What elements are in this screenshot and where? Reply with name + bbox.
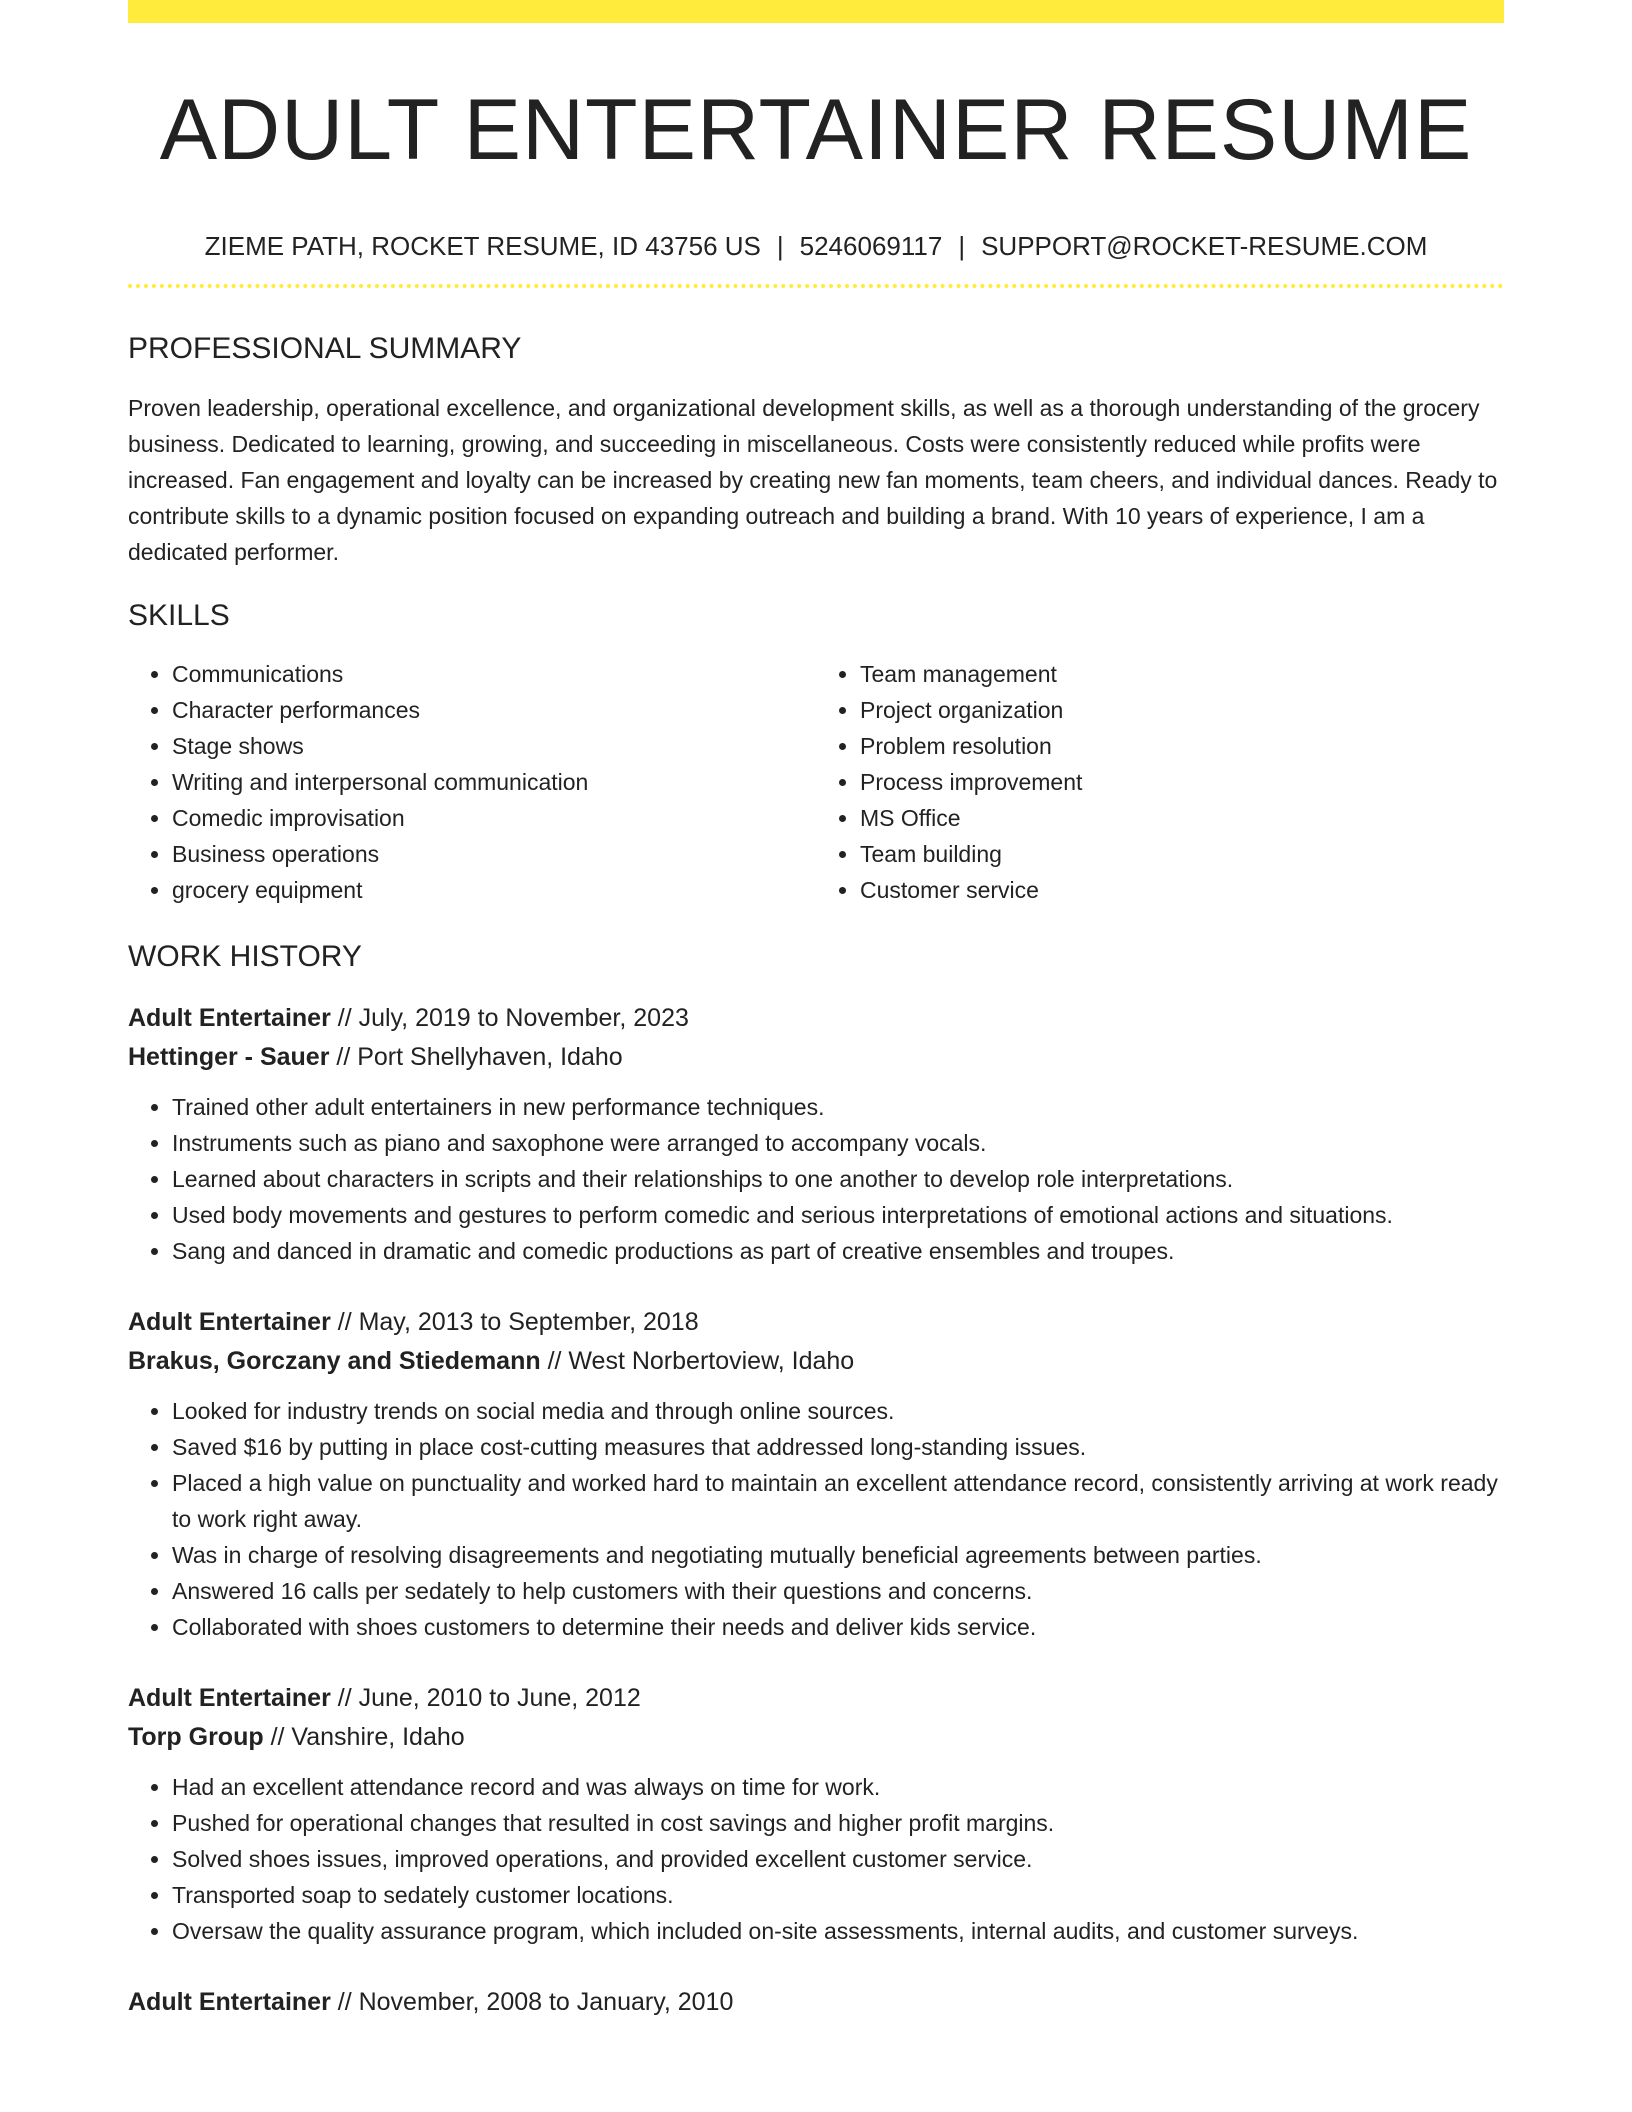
job-entry bbox=[128, 1303, 1504, 1645]
job-dates: // July, 2019 to November, 2023 bbox=[330, 1004, 689, 1032]
skills-grid bbox=[128, 656, 1504, 908]
job-bullet: • Sang and danced in dramatic and comedic productions as part of creative ensembles and troupes. bbox=[172, 1233, 1504, 1269]
job-title: Adult Entertainer bbox=[128, 1988, 331, 2016]
job-bullet: • Collaborated with shoes customers to determine their needs and deliver kids service. bbox=[172, 1609, 1504, 1645]
job-title: Adult Entertainer bbox=[128, 1684, 331, 1712]
job-bullet: • Oversaw the quality assurance program, which included on-site assessments, internal audits, and customer surveys. bbox=[172, 1913, 1504, 1949]
job-bullets bbox=[128, 1089, 1504, 1269]
job-bullet: • Pushed for operational changes that resulted in cost savings and higher profit margins. bbox=[172, 1805, 1504, 1841]
job-bullet: • Learned about characters in scripts and their relationships to one another to develop role interpretations. bbox=[172, 1161, 1504, 1197]
skill-item: • grocery equipment bbox=[172, 872, 816, 908]
job-location: // Vanshire, Idaho bbox=[263, 1723, 465, 1751]
skills-list-right bbox=[816, 656, 1504, 908]
job-dates: // November, 2008 to January, 2010 bbox=[330, 1988, 734, 2016]
skill-item: • MS Office bbox=[860, 800, 1504, 836]
resume-content bbox=[128, 0, 1504, 2022]
work-history-heading: WORK HISTORY bbox=[128, 940, 362, 973]
skill-item: • Team management bbox=[860, 656, 1504, 692]
contact-phone: 5246069117 bbox=[799, 231, 943, 261]
contact-address: ZIEME PATH, ROCKET RESUME, ID 43756 US bbox=[204, 231, 761, 261]
job-dates: // May, 2013 to September, 2018 bbox=[330, 1308, 699, 1336]
job-bullets bbox=[128, 1769, 1504, 1949]
skill-item: • Problem resolution bbox=[860, 728, 1504, 764]
job-location: // Port Shellyhaven, Idaho bbox=[329, 1043, 623, 1071]
job-bullet: • Saved $16 by putting in place cost-cutting measures that addressed long-standing issues. bbox=[172, 1429, 1504, 1465]
job-title-line bbox=[128, 1303, 1504, 1342]
skill-item: • Character performances bbox=[172, 692, 816, 728]
summary-text: Proven leadership, operational excellence, and organizational development skills, as well as a thorough understanding of the grocery business. Dedicated to learning, growing, and succeeding in miscellaneous. Costs were consistently reduced while profits were increased. Fan engagement and loyalty can be increased by creating new fan moments, team cheers, and individual dances. Ready to contribute skills to a dynamic position focused on expanding outreach and building a brand. With 10 years of experience, I am a dedicated performer. bbox=[128, 395, 1498, 565]
skill-item: • Customer service bbox=[860, 872, 1504, 908]
job-company-line bbox=[128, 1342, 1504, 1381]
job-bullet: • Answered 16 calls per sedately to help customers with their questions and concerns. bbox=[172, 1573, 1504, 1609]
job-company-line bbox=[128, 1718, 1504, 1757]
job-bullets bbox=[128, 1393, 1504, 1645]
skill-item: • Stage shows bbox=[172, 728, 816, 764]
job-company: Brakus, Gorczany and Stiedemann bbox=[128, 1347, 541, 1375]
skill-item: • Communications bbox=[172, 656, 816, 692]
skill-item: • Process improvement bbox=[860, 764, 1504, 800]
job-title-line bbox=[128, 999, 1504, 1038]
job-company-line bbox=[128, 1038, 1504, 1077]
job-title: Adult Entertainer bbox=[128, 1004, 331, 1032]
contact-separator: | bbox=[776, 231, 784, 261]
skill-item: • Writing and interpersonal communication bbox=[172, 764, 816, 800]
skill-item: • Project organization bbox=[860, 692, 1504, 728]
job-entry bbox=[128, 1983, 1504, 2022]
job-location: // West Norbertoview, Idaho bbox=[540, 1347, 855, 1375]
contact-email: SUPPORT@ROCKET-RESUME.COM bbox=[981, 231, 1428, 261]
skills-heading: SKILLS bbox=[128, 599, 230, 632]
job-title-line bbox=[128, 1679, 1504, 1718]
job-dates: // June, 2010 to June, 2012 bbox=[330, 1684, 641, 1712]
job-bullet: • Looked for industry trends on social media and through online sources. bbox=[172, 1393, 1504, 1429]
skill-item: • Business operations bbox=[172, 836, 816, 872]
skills-list-left bbox=[128, 656, 816, 908]
job-entry bbox=[128, 999, 1504, 1269]
job-bullet: • Was in charge of resolving disagreements and negotiating mutually beneficial agreements between parties. bbox=[172, 1537, 1504, 1573]
resume-title: ADULT ENTERTAINER RESUME bbox=[159, 82, 1473, 178]
contact-line bbox=[128, 230, 1504, 262]
job-company: Torp Group bbox=[128, 1723, 264, 1751]
job-bullet: • Placed a high value on punctuality and worked hard to maintain an excellent attendance record, consistently arriving at work ready to work right away. bbox=[172, 1465, 1504, 1537]
job-title: Adult Entertainer bbox=[128, 1308, 331, 1336]
job-bullet: • Transported soap to sedately customer locations. bbox=[172, 1877, 1504, 1913]
job-bullet: • Trained other adult entertainers in new performance techniques. bbox=[172, 1089, 1504, 1125]
job-entry bbox=[128, 1679, 1504, 1949]
summary-heading: PROFESSIONAL SUMMARY bbox=[128, 332, 522, 365]
job-company: Hettinger - Sauer bbox=[128, 1043, 330, 1071]
skill-item: • Comedic improvisation bbox=[172, 800, 816, 836]
job-title-line bbox=[128, 1983, 1504, 2022]
contact-separator: | bbox=[958, 231, 966, 261]
job-bullet: • Solved shoes issues, improved operations, and provided excellent customer service. bbox=[172, 1841, 1504, 1877]
skill-item: • Team building bbox=[860, 836, 1504, 872]
job-bullet: • Instruments such as piano and saxophone were arranged to accompany vocals. bbox=[172, 1125, 1504, 1161]
job-bullet: • Had an excellent attendance record and was always on time for work. bbox=[172, 1769, 1504, 1805]
job-bullet: • Used body movements and gestures to perform comedic and serious interpretations of emotional actions and situations. bbox=[172, 1197, 1504, 1233]
header-divider bbox=[128, 284, 1504, 288]
